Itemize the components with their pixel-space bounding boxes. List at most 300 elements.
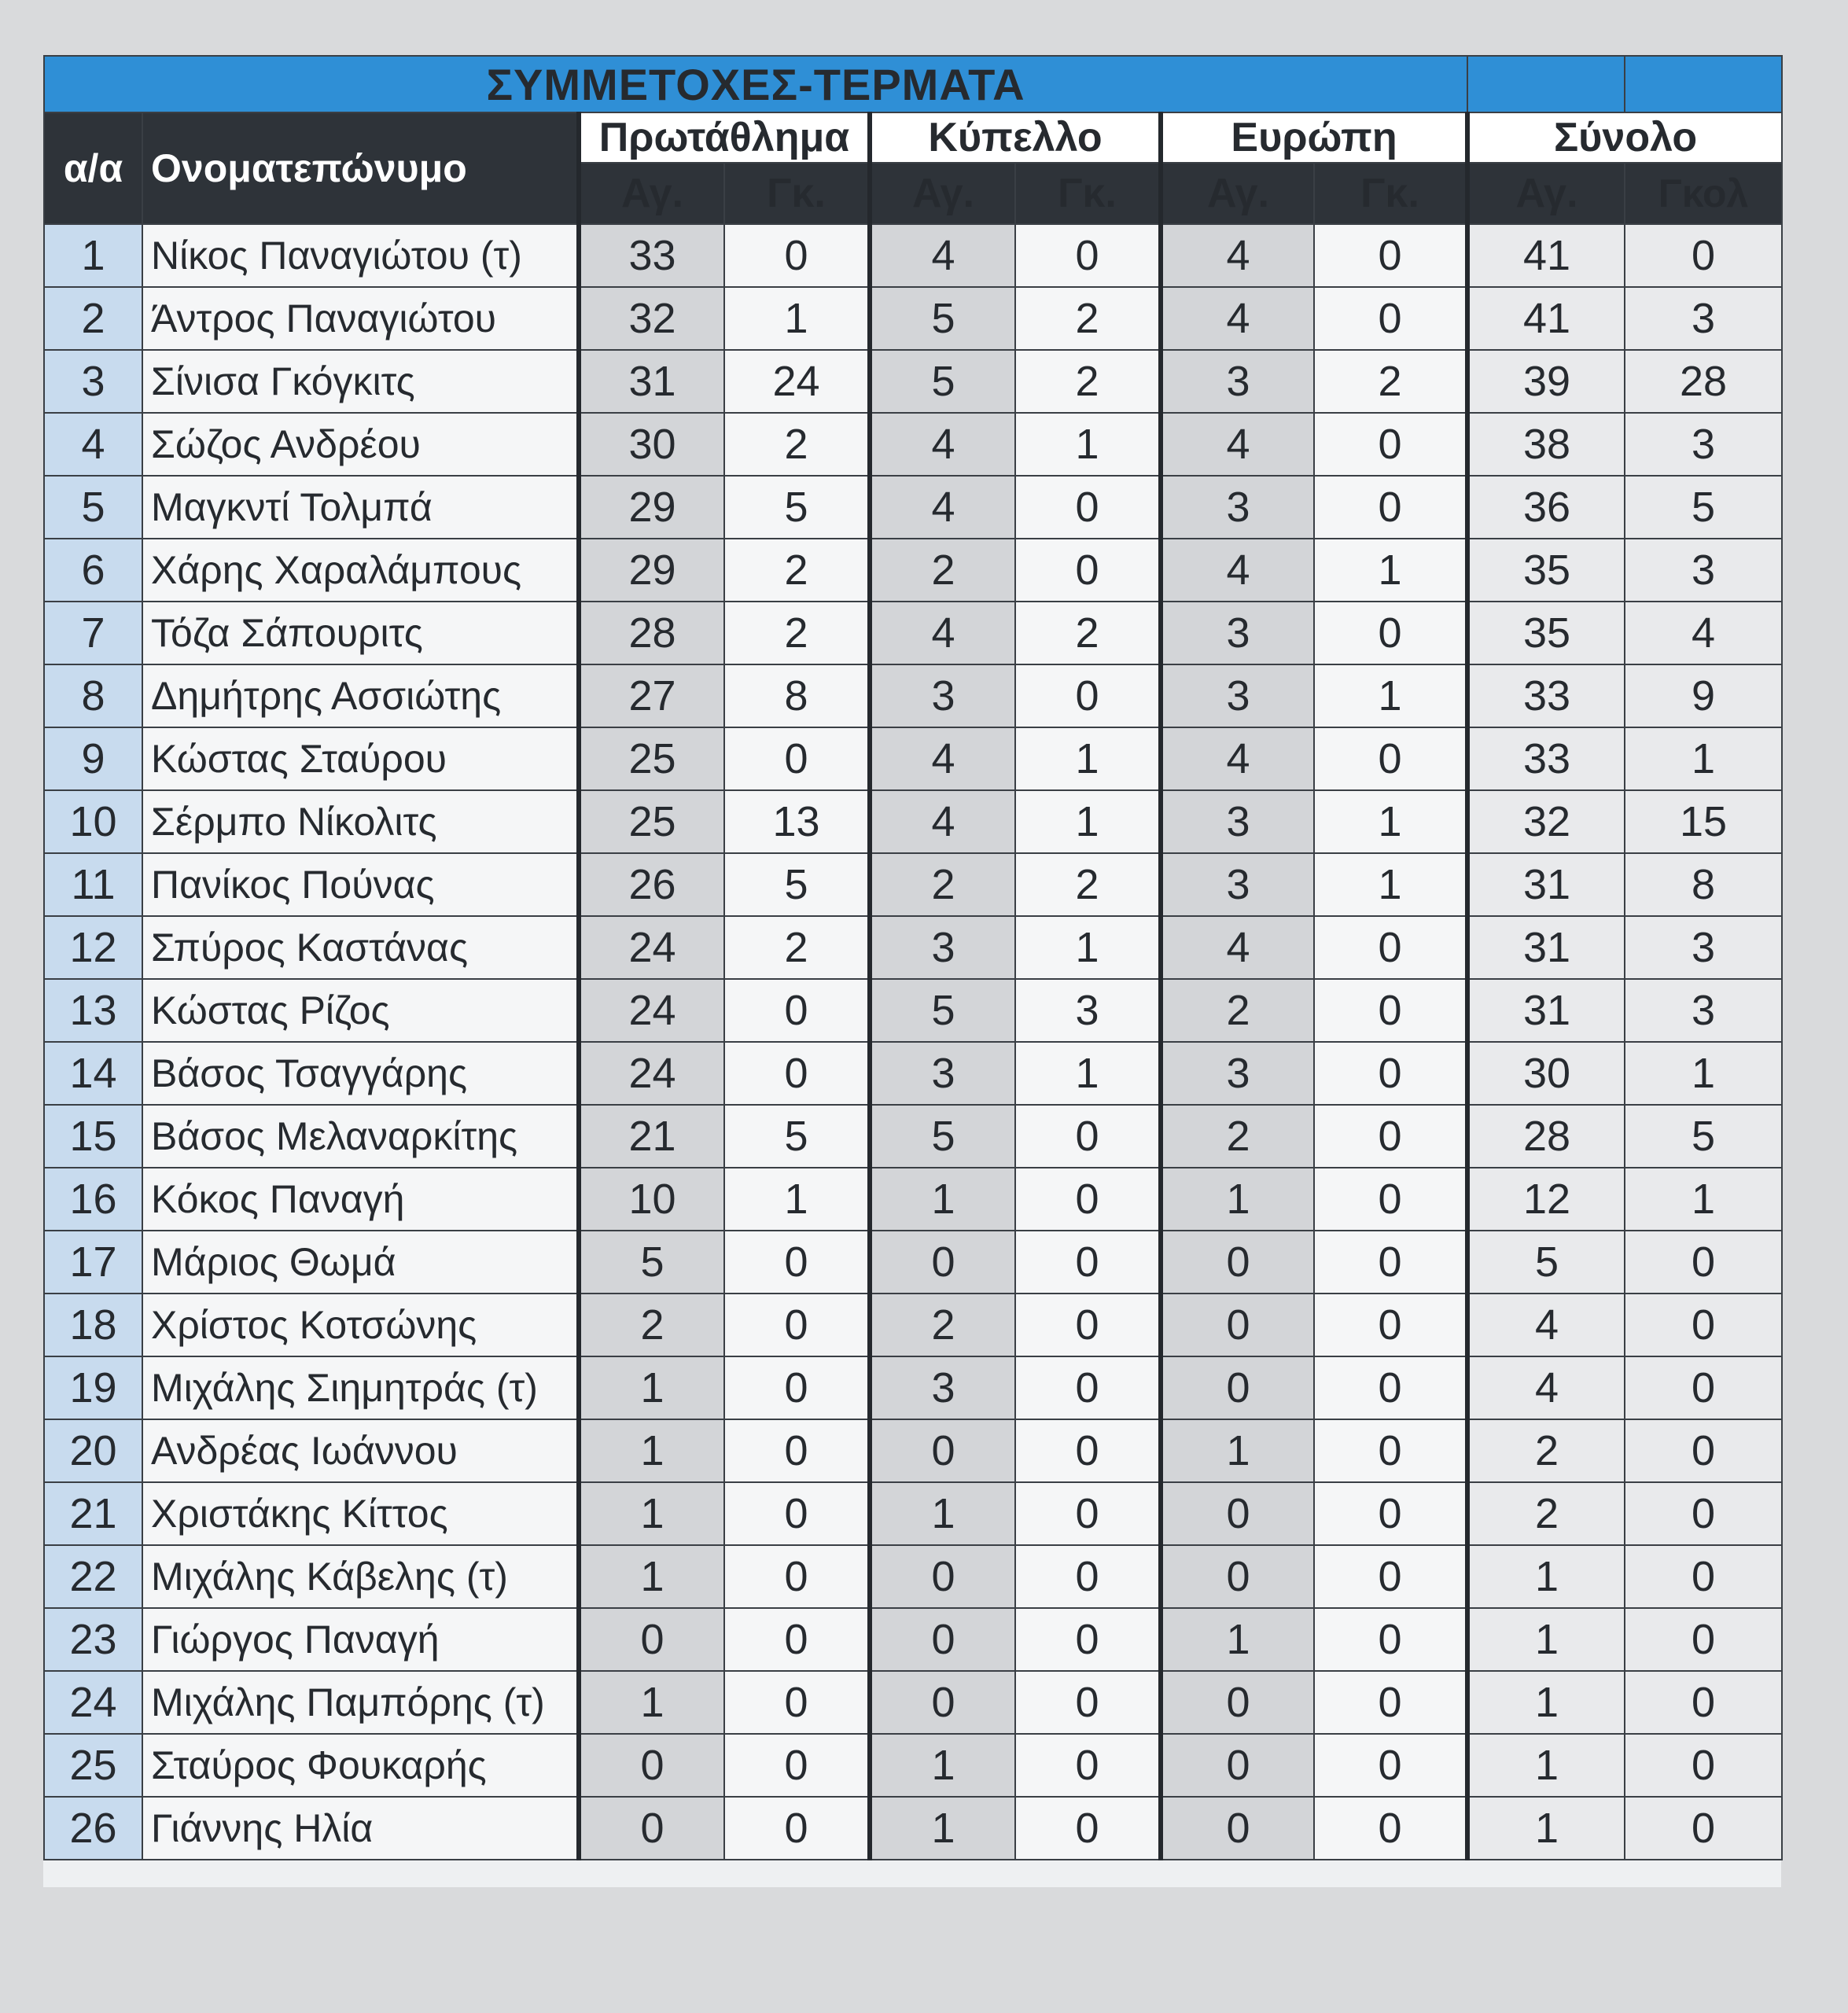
player-name-cell: Κώστας Ρίζος [142, 979, 579, 1042]
europe-goals-cell: 0 [1314, 916, 1467, 979]
table-row [44, 1356, 1782, 1419]
cup-goals-cell: 3 [1015, 979, 1161, 1042]
table-row [44, 664, 1782, 727]
league-apps-cell: 33 [579, 224, 724, 287]
league-apps-cell: 0 [579, 1734, 724, 1797]
total-apps-header: Αγ. [1467, 163, 1625, 224]
total-apps-cell: 32 [1467, 790, 1625, 853]
europe-goals-cell: 0 [1314, 1231, 1467, 1294]
table-row [44, 1294, 1782, 1356]
cup-apps-cell: 4 [870, 413, 1015, 476]
europe-apps-cell: 3 [1161, 350, 1314, 413]
player-name-cell: Χρίστος Κοτσώνης [142, 1294, 579, 1356]
row-index-cell: 18 [44, 1294, 142, 1356]
league-apps-cell: 24 [579, 979, 724, 1042]
player-name-cell: Βάσος Τσαγγάρης [142, 1042, 579, 1105]
cup-goals-cell: 0 [1015, 1105, 1161, 1168]
league-apps-cell: 28 [579, 602, 724, 664]
league-goals-cell: 1 [724, 1168, 870, 1231]
title-row [44, 56, 1782, 112]
europe-apps-cell: 0 [1161, 1482, 1314, 1545]
player-name-cell: Χάρης Χαραλάμπους [142, 539, 579, 602]
total-goals-cell: 4 [1625, 602, 1782, 664]
total-goals-cell: 1 [1625, 1042, 1782, 1105]
cup-goals-cell: 0 [1015, 1482, 1161, 1545]
europe-apps-cell: 4 [1161, 413, 1314, 476]
player-name-cell: Δημήτρης Ασσιώτης [142, 664, 579, 727]
total-goals-cell: 0 [1625, 224, 1782, 287]
table-row [44, 287, 1782, 350]
row-index-cell: 21 [44, 1482, 142, 1545]
cup-apps-cell: 4 [870, 224, 1015, 287]
cup-apps-cell: 5 [870, 350, 1015, 413]
row-index-cell: 9 [44, 727, 142, 790]
group-header-row [44, 112, 1782, 163]
player-name-cell: Μάριος Θωμά [142, 1231, 579, 1294]
europe-goals-cell: 0 [1314, 1294, 1467, 1356]
cup-goals-cell: 0 [1015, 1168, 1161, 1231]
league-goals-cell: 2 [724, 413, 870, 476]
total-goals-cell: 0 [1625, 1545, 1782, 1608]
league-goals-cell: 5 [724, 853, 870, 916]
row-index-cell: 10 [44, 790, 142, 853]
cup-goals-cell: 2 [1015, 350, 1161, 413]
cup-goals-cell: 2 [1015, 853, 1161, 916]
cup-apps-cell: 5 [870, 287, 1015, 350]
table-title: ΣΥΜΜΕΤΟΧΕΣ-ΤΕΡΜΑΤΑ [44, 56, 1467, 112]
league-goals-cell: 0 [724, 1734, 870, 1797]
table-row [44, 350, 1782, 413]
total-goals-cell: 3 [1625, 287, 1782, 350]
league-apps-cell: 26 [579, 853, 724, 916]
league-apps-cell: 1 [579, 1356, 724, 1419]
europe-apps-cell: 0 [1161, 1231, 1314, 1294]
stats-sheet [43, 55, 1781, 1887]
total-goals-cell: 0 [1625, 1608, 1782, 1671]
cup-apps-cell: 0 [870, 1608, 1015, 1671]
league-apps-cell: 2 [579, 1294, 724, 1356]
total-apps-cell: 2 [1467, 1482, 1625, 1545]
table-row [44, 476, 1782, 539]
row-index-cell: 12 [44, 916, 142, 979]
league-apps-cell: 25 [579, 790, 724, 853]
player-name-cell: Σέρμπο Νίκολιτς [142, 790, 579, 853]
league-goals-cell: 1 [724, 287, 870, 350]
total-apps-cell: 30 [1467, 1042, 1625, 1105]
league-apps-cell: 1 [579, 1545, 724, 1608]
league-apps-cell: 24 [579, 1042, 724, 1105]
total-apps-cell: 28 [1467, 1105, 1625, 1168]
cup-goals-cell: 1 [1015, 790, 1161, 853]
total-goals-cell: 0 [1625, 1419, 1782, 1482]
total-apps-cell: 1 [1467, 1797, 1625, 1860]
total-goals-header: Γκολ [1625, 163, 1782, 224]
row-index-cell: 4 [44, 413, 142, 476]
europe-goals-cell: 0 [1314, 1671, 1467, 1734]
player-name-cell: Σπύρος Καστάνας [142, 916, 579, 979]
table-row [44, 1105, 1782, 1168]
cup-goals-cell: 1 [1015, 413, 1161, 476]
europe-apps-cell: 0 [1161, 1294, 1314, 1356]
cup-apps-cell: 1 [870, 1482, 1015, 1545]
appearances-goals-table [43, 55, 1783, 1860]
player-name-cell: Μιχάλης Κάβελης (τ) [142, 1545, 579, 1608]
europe-apps-cell: 4 [1161, 287, 1314, 350]
table-row [44, 790, 1782, 853]
league-goals-cell: 2 [724, 539, 870, 602]
total-apps-cell: 33 [1467, 727, 1625, 790]
title-bar-cell [1467, 56, 1625, 112]
europe-apps-cell: 0 [1161, 1356, 1314, 1419]
europe-apps-header: Αγ. [1161, 163, 1314, 224]
cup-goals-cell: 0 [1015, 1734, 1161, 1797]
table-row [44, 1168, 1782, 1231]
league-goals-cell: 2 [724, 602, 870, 664]
table-row [44, 224, 1782, 287]
league-apps-cell: 30 [579, 413, 724, 476]
table-row [44, 979, 1782, 1042]
total-goals-cell: 1 [1625, 727, 1782, 790]
europe-goals-cell: 0 [1314, 1105, 1467, 1168]
player-name-cell: Πανίκος Πούνας [142, 853, 579, 916]
row-index-cell: 23 [44, 1608, 142, 1671]
total-goals-cell: 0 [1625, 1294, 1782, 1356]
cup-header: Κύπελλο [870, 112, 1161, 163]
cup-apps-cell: 5 [870, 979, 1015, 1042]
row-index-cell: 22 [44, 1545, 142, 1608]
player-name-cell: Σώζος Ανδρέου [142, 413, 579, 476]
europe-goals-cell: 0 [1314, 1419, 1467, 1482]
row-index-cell: 17 [44, 1231, 142, 1294]
league-goals-cell: 13 [724, 790, 870, 853]
europe-goals-cell: 1 [1314, 790, 1467, 853]
europe-goals-cell: 1 [1314, 539, 1467, 602]
cup-apps-cell: 1 [870, 1734, 1015, 1797]
row-index-cell: 11 [44, 853, 142, 916]
cup-goals-cell: 1 [1015, 727, 1161, 790]
row-index-cell: 24 [44, 1671, 142, 1734]
total-goals-cell: 15 [1625, 790, 1782, 853]
total-apps-cell: 38 [1467, 413, 1625, 476]
cup-apps-cell: 2 [870, 539, 1015, 602]
cup-goals-cell: 0 [1015, 1797, 1161, 1860]
row-index-cell: 15 [44, 1105, 142, 1168]
europe-apps-cell: 3 [1161, 602, 1314, 664]
europe-goals-cell: 0 [1314, 1482, 1467, 1545]
total-apps-cell: 4 [1467, 1294, 1625, 1356]
cup-apps-header: Αγ. [870, 163, 1015, 224]
league-goals-cell: 0 [724, 979, 870, 1042]
cup-apps-cell: 3 [870, 916, 1015, 979]
player-name-cell: Ανδρέας Ιωάννου [142, 1419, 579, 1482]
europe-apps-cell: 3 [1161, 853, 1314, 916]
league-apps-cell: 5 [579, 1231, 724, 1294]
league-header: Πρωτάθλημα [579, 112, 870, 163]
total-apps-cell: 31 [1467, 853, 1625, 916]
table-row [44, 1231, 1782, 1294]
europe-apps-cell: 0 [1161, 1797, 1314, 1860]
cup-goals-cell: 0 [1015, 476, 1161, 539]
league-apps-cell: 27 [579, 664, 724, 727]
total-goals-cell: 0 [1625, 1797, 1782, 1860]
total-goals-cell: 9 [1625, 664, 1782, 727]
total-apps-cell: 1 [1467, 1608, 1625, 1671]
total-apps-cell: 36 [1467, 476, 1625, 539]
total-goals-cell: 0 [1625, 1231, 1782, 1294]
europe-apps-cell: 3 [1161, 476, 1314, 539]
league-goals-cell: 0 [724, 727, 870, 790]
europe-goals-cell: 1 [1314, 853, 1467, 916]
index-header: α/α [44, 112, 142, 224]
cup-apps-cell: 1 [870, 1797, 1015, 1860]
europe-apps-cell: 3 [1161, 664, 1314, 727]
total-goals-cell: 8 [1625, 853, 1782, 916]
league-apps-cell: 21 [579, 1105, 724, 1168]
cup-apps-cell: 4 [870, 476, 1015, 539]
total-apps-cell: 1 [1467, 1545, 1625, 1608]
league-apps-header: Αγ. [579, 163, 724, 224]
europe-apps-cell: 1 [1161, 1419, 1314, 1482]
table-row [44, 1797, 1782, 1860]
league-apps-cell: 29 [579, 539, 724, 602]
europe-goals-cell: 0 [1314, 1168, 1467, 1231]
cup-goals-cell: 0 [1015, 224, 1161, 287]
row-index-cell: 26 [44, 1797, 142, 1860]
league-goals-cell: 0 [724, 1231, 870, 1294]
player-name-cell: Κώστας Σταύρου [142, 727, 579, 790]
cup-apps-cell: 2 [870, 1294, 1015, 1356]
cup-apps-cell: 0 [870, 1545, 1015, 1608]
title-bar-cell [1625, 56, 1782, 112]
cup-apps-cell: 5 [870, 1105, 1015, 1168]
cup-apps-cell: 0 [870, 1419, 1015, 1482]
total-apps-cell: 33 [1467, 664, 1625, 727]
player-name-cell: Γιάννης Ηλία [142, 1797, 579, 1860]
row-index-cell: 6 [44, 539, 142, 602]
cup-goals-cell: 0 [1015, 1545, 1161, 1608]
total-goals-cell: 28 [1625, 350, 1782, 413]
total-apps-cell: 41 [1467, 287, 1625, 350]
player-name-cell: Νίκος Παναγιώτου (τ) [142, 224, 579, 287]
table-row [44, 1734, 1782, 1797]
league-goals-cell: 0 [724, 1608, 870, 1671]
total-apps-cell: 12 [1467, 1168, 1625, 1231]
total-goals-cell: 3 [1625, 979, 1782, 1042]
league-goals-cell: 0 [724, 1671, 870, 1734]
row-index-cell: 2 [44, 287, 142, 350]
cup-goals-cell: 0 [1015, 1608, 1161, 1671]
europe-goals-cell: 0 [1314, 1797, 1467, 1860]
league-goals-cell: 8 [724, 664, 870, 727]
league-goals-header: Γκ. [724, 163, 870, 224]
europe-apps-cell: 4 [1161, 224, 1314, 287]
table-row [44, 1545, 1782, 1608]
europe-goals-cell: 0 [1314, 476, 1467, 539]
cup-goals-cell: 2 [1015, 602, 1161, 664]
europe-goals-cell: 0 [1314, 1356, 1467, 1419]
row-index-cell: 20 [44, 1419, 142, 1482]
cup-goals-cell: 0 [1015, 1231, 1161, 1294]
player-name-cell: Άντρος Παναγιώτου [142, 287, 579, 350]
table-body [44, 224, 1782, 1860]
league-goals-cell: 0 [724, 1294, 870, 1356]
cup-apps-cell: 0 [870, 1231, 1015, 1294]
league-apps-cell: 29 [579, 476, 724, 539]
table-row [44, 727, 1782, 790]
total-goals-cell: 5 [1625, 1105, 1782, 1168]
total-goals-cell: 0 [1625, 1671, 1782, 1734]
europe-goals-cell: 0 [1314, 727, 1467, 790]
player-name-cell: Τόζα Σάπουριτς [142, 602, 579, 664]
league-apps-cell: 1 [579, 1671, 724, 1734]
total-header: Σύνολο [1467, 112, 1782, 163]
total-apps-cell: 5 [1467, 1231, 1625, 1294]
total-goals-cell: 1 [1625, 1168, 1782, 1231]
cup-goals-cell: 0 [1015, 664, 1161, 727]
europe-apps-cell: 1 [1161, 1608, 1314, 1671]
table-row [44, 539, 1782, 602]
league-apps-cell: 25 [579, 727, 724, 790]
row-index-cell: 3 [44, 350, 142, 413]
row-index-cell: 1 [44, 224, 142, 287]
row-index-cell: 8 [44, 664, 142, 727]
player-name-cell: Βάσος Μελαναρκίτης [142, 1105, 579, 1168]
league-goals-cell: 2 [724, 916, 870, 979]
cup-goals-cell: 1 [1015, 1042, 1161, 1105]
table-row [44, 916, 1782, 979]
cup-goals-cell: 0 [1015, 1419, 1161, 1482]
row-index-cell: 25 [44, 1734, 142, 1797]
league-apps-cell: 0 [579, 1797, 724, 1860]
europe-goals-cell: 0 [1314, 413, 1467, 476]
europe-apps-cell: 4 [1161, 539, 1314, 602]
total-goals-cell: 0 [1625, 1734, 1782, 1797]
cup-goals-cell: 0 [1015, 1294, 1161, 1356]
player-name-cell: Χριστάκης Κίττος [142, 1482, 579, 1545]
europe-apps-cell: 0 [1161, 1545, 1314, 1608]
cup-goals-header: Γκ. [1015, 163, 1161, 224]
player-name-cell: Σταύρος Φουκαρής [142, 1734, 579, 1797]
europe-goals-cell: 0 [1314, 1734, 1467, 1797]
league-goals-cell: 0 [724, 224, 870, 287]
league-goals-cell: 24 [724, 350, 870, 413]
total-apps-cell: 1 [1467, 1734, 1625, 1797]
player-name-cell: Γιώργος Παναγή [142, 1608, 579, 1671]
player-name-cell: Μαγκντί Τολμπά [142, 476, 579, 539]
total-goals-cell: 0 [1625, 1482, 1782, 1545]
league-goals-cell: 0 [724, 1419, 870, 1482]
europe-goals-cell: 0 [1314, 602, 1467, 664]
europe-goals-cell: 0 [1314, 1545, 1467, 1608]
table-row [44, 1671, 1782, 1734]
europe-apps-cell: 4 [1161, 727, 1314, 790]
cup-apps-cell: 4 [870, 790, 1015, 853]
europe-apps-cell: 3 [1161, 1042, 1314, 1105]
europe-goals-cell: 0 [1314, 1608, 1467, 1671]
total-apps-cell: 1 [1467, 1671, 1625, 1734]
europe-apps-cell: 1 [1161, 1168, 1314, 1231]
table-row [44, 1482, 1782, 1545]
table-row [44, 602, 1782, 664]
league-apps-cell: 1 [579, 1482, 724, 1545]
player-name-cell: Μιχάλης Σιημητράς (τ) [142, 1356, 579, 1419]
cup-apps-cell: 3 [870, 664, 1015, 727]
total-goals-cell: 0 [1625, 1356, 1782, 1419]
league-goals-cell: 0 [724, 1356, 870, 1419]
europe-header: Ευρώπη [1161, 112, 1467, 163]
league-goals-cell: 0 [724, 1797, 870, 1860]
europe-goals-cell: 0 [1314, 224, 1467, 287]
row-index-cell: 13 [44, 979, 142, 1042]
league-goals-cell: 5 [724, 1105, 870, 1168]
total-apps-cell: 2 [1467, 1419, 1625, 1482]
player-name-cell: Μιχάλης Παμπόρης (τ) [142, 1671, 579, 1734]
league-apps-cell: 32 [579, 287, 724, 350]
cup-apps-cell: 3 [870, 1356, 1015, 1419]
total-goals-cell: 3 [1625, 413, 1782, 476]
league-apps-cell: 0 [579, 1608, 724, 1671]
europe-goals-cell: 2 [1314, 350, 1467, 413]
total-apps-cell: 31 [1467, 979, 1625, 1042]
europe-goals-header: Γκ. [1314, 163, 1467, 224]
league-apps-cell: 1 [579, 1419, 724, 1482]
cup-goals-cell: 1 [1015, 916, 1161, 979]
cup-apps-cell: 1 [870, 1168, 1015, 1231]
cup-goals-cell: 0 [1015, 1356, 1161, 1419]
europe-apps-cell: 4 [1161, 916, 1314, 979]
league-apps-cell: 24 [579, 916, 724, 979]
total-apps-cell: 4 [1467, 1356, 1625, 1419]
total-goals-cell: 3 [1625, 539, 1782, 602]
league-goals-cell: 0 [724, 1042, 870, 1105]
row-index-cell: 16 [44, 1168, 142, 1231]
league-apps-cell: 31 [579, 350, 724, 413]
total-apps-cell: 41 [1467, 224, 1625, 287]
total-apps-cell: 39 [1467, 350, 1625, 413]
table-row [44, 1042, 1782, 1105]
league-goals-cell: 5 [724, 476, 870, 539]
cup-apps-cell: 2 [870, 853, 1015, 916]
total-apps-cell: 35 [1467, 602, 1625, 664]
total-goals-cell: 3 [1625, 916, 1782, 979]
player-name-cell: Κόκος Παναγή [142, 1168, 579, 1231]
table-row [44, 413, 1782, 476]
row-index-cell: 14 [44, 1042, 142, 1105]
cup-apps-cell: 0 [870, 1671, 1015, 1734]
league-goals-cell: 0 [724, 1482, 870, 1545]
europe-goals-cell: 0 [1314, 1042, 1467, 1105]
europe-goals-cell: 0 [1314, 287, 1467, 350]
europe-apps-cell: 2 [1161, 1105, 1314, 1168]
cup-goals-cell: 0 [1015, 1671, 1161, 1734]
total-apps-cell: 31 [1467, 916, 1625, 979]
table-row [44, 853, 1782, 916]
row-index-cell: 19 [44, 1356, 142, 1419]
table-row [44, 1419, 1782, 1482]
cup-goals-cell: 2 [1015, 287, 1161, 350]
cup-apps-cell: 4 [870, 727, 1015, 790]
europe-apps-cell: 0 [1161, 1734, 1314, 1797]
name-header: Ονοματεπώνυμο [142, 112, 579, 224]
row-index-cell: 7 [44, 602, 142, 664]
europe-apps-cell: 0 [1161, 1671, 1314, 1734]
europe-apps-cell: 2 [1161, 979, 1314, 1042]
cup-apps-cell: 3 [870, 1042, 1015, 1105]
europe-apps-cell: 3 [1161, 790, 1314, 853]
league-apps-cell: 10 [579, 1168, 724, 1231]
row-index-cell: 5 [44, 476, 142, 539]
europe-goals-cell: 0 [1314, 979, 1467, 1042]
